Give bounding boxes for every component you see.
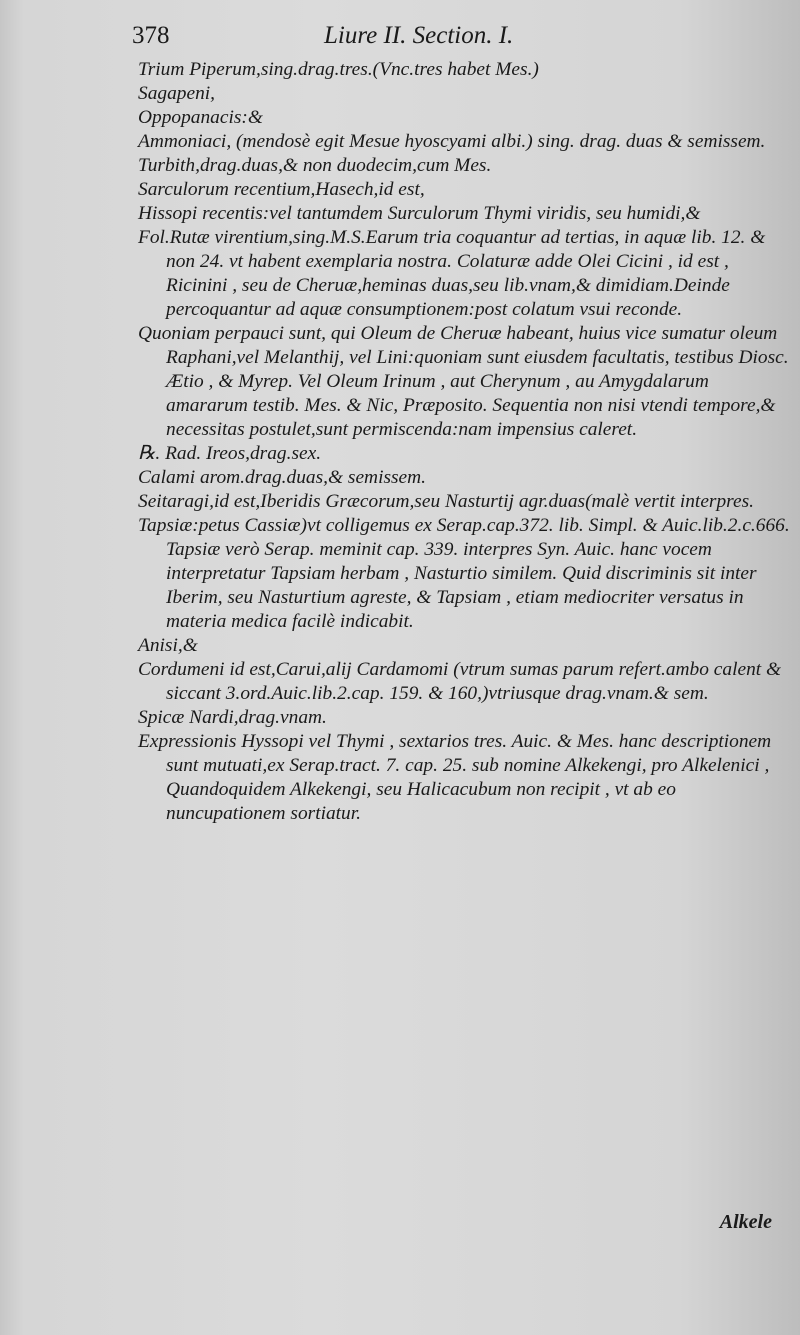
entry-line: Sagapeni,	[138, 83, 216, 104]
entry-line: Calami arom.drag.duas,& semissem.	[138, 467, 426, 488]
page-number: 378	[132, 22, 170, 49]
entry-paragraph: Cordumeni id est,Carui,alij Cardamomi (vtrum sumas parum refert.ambo calent & siccant 3.ord.Auic.lib.2.cap. 159. & 160,)vtriusque drag.vnam.& sem.	[138, 659, 782, 704]
running-title: Liure II. Section. I.	[324, 22, 514, 49]
entry-paragraph: Tapsiæ:petus Cassiæ)vt colligemus ex Serap.cap.372. lib. Simpl. & Auic.lib.2.c.666. Tapsiæ verò Serap. meminit cap. 339. interpres Syn. Auic. hanc vocem interpretatur Tapsiam herbam , Nasturtio similem. Quid discriminis sit inter Iberim, seu Nasturtium agreste, & Tapsiam , etiam mediocriter versatus in materia medica facilè indicabit.	[138, 515, 790, 632]
entry-line: Oppopanacis:&	[138, 107, 263, 128]
entry-paragraph: Quoniam perpauci sunt, qui Oleum de Cheruæ habeant, huius vice sumatur oleum Raphani,vel Melanthij, vel Lini:quoniam sunt eiusdem facultatis, testibus Diosc. Ætio , & Myrep. Vel Oleum Irinum , aut Cherynum , au Amygdalarum amararum testib. Mes. & Nic, Præposito. Sequentia non nisi vtendi tempore,& necessitas postulet,sunt permiscenda:nam impensius caleret.	[138, 323, 789, 440]
entry-line: Ammoniaci, (mendosè egit Mesue hyoscyami albi.) sing. drag. duas & semissem.	[138, 131, 766, 152]
body-text	[138, 58, 790, 826]
entry-line: ℞. Rad. Ireos,drag.sex.	[138, 443, 322, 464]
entry-paragraph: Fol.Rutæ virentium,sing.M.S.Earum tria coquantur ad tertias, in aquæ lib. 12. & non 24. vt habent exemplaria nostra. Colaturæ adde Olei Cicini , id est , Ricinini , seu de Cheruæ,heminas duas,seu lib.vnam,& dimidiam.Deinde percoquantur ad aquæ consumptionem:post colatum vsui reconde.	[138, 227, 766, 320]
entry-paragraph: Expressionis Hyssopi vel Thymi , sextarios tres. Auic. & Mes. hanc descriptionem sunt mutuati,ex Serap.tract. 7. cap. 25. sub nomine Alkekengi, pro Alkelenici , Quandoquidem Alkekengi, seu Halicacubum non recipit , vt ab eo nuncupationem sortiatur.	[138, 731, 772, 824]
entry-line: Trium Piperum,sing.drag.tres.(Vnc.tres habet Mes.)	[138, 59, 539, 80]
entry-line: Spicæ Nardi,drag.vnam.	[138, 707, 327, 728]
entry-line: Seitaragi,id est,Iberidis Græcorum,seu Nasturtij agr.duas(malè vertit interpres.	[138, 491, 754, 512]
catchword: Alkele	[719, 1211, 772, 1233]
entry-line: Hissopi recentis:vel tantumdem Surculorum Thymi viridis, seu humidi,&	[138, 203, 701, 224]
running-header	[132, 22, 592, 62]
entry-line: Anisi,&	[138, 635, 198, 656]
entry-line: Sarculorum recentium,Hasech,id est,	[138, 179, 425, 200]
entry-line: Turbith,drag.duas,& non duodecim,cum Mes.	[138, 155, 492, 176]
